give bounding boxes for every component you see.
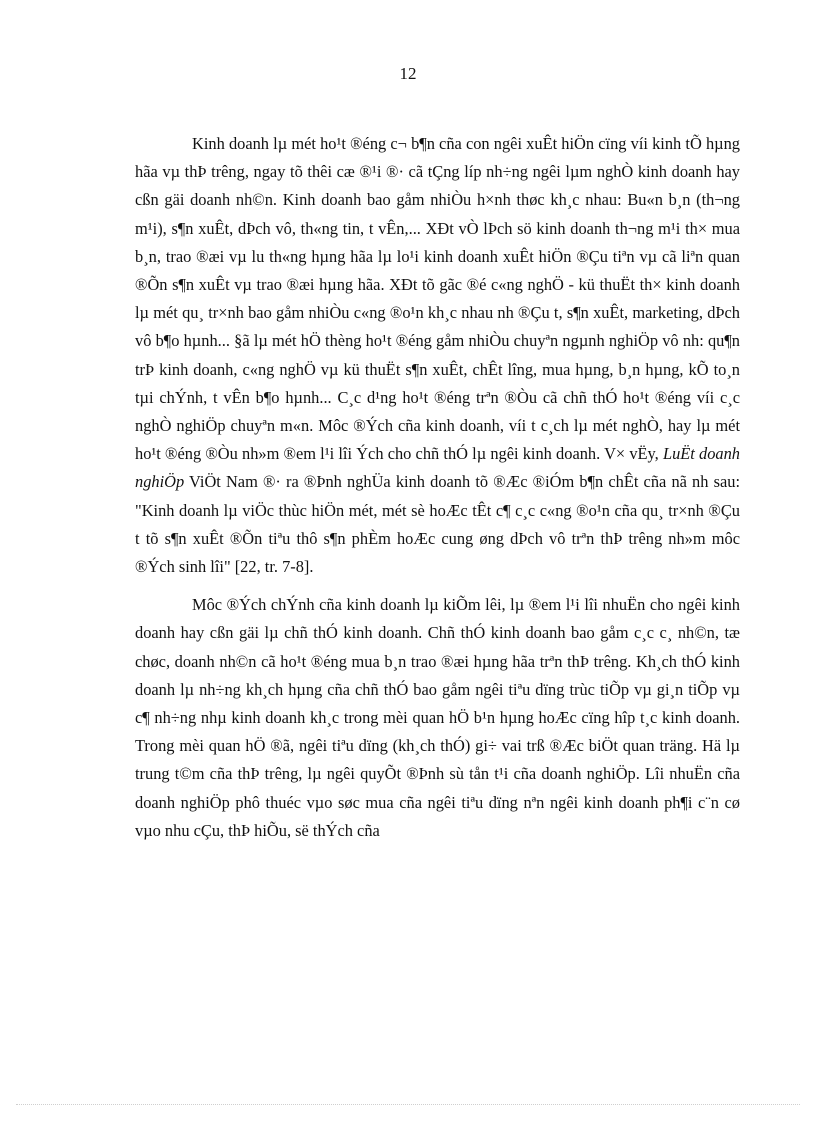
- paragraph-1-text-a: Kinh doanh lµ mét ho¹t ®éng c¬ b¶n cña con ngêi xuÊt hiÖn cïng víi kinh tÕ hµng hãa vµ thÞ trêng, ngay tõ thêi cæ ®¹i ®· cã tÇng líp nh÷ng ngêi lµm nghÒ kinh doanh hay cßn gäi doanh nh©n. Kinh doanh bao gåm nhiÒu h×nh thøc kh¸c nhau: Bu«n b¸n (th¬ng m¹i), s¶n xuÊt, dÞch vô, th«ng tin, t vÊn,... XÐt vÒ lÞch sö kinh doanh th¬ng m¹i th× mua b¸n, trao ®æi vµ lu th«ng hµng hãa lµ lo¹i kinh doanh xuÊt hiÖn ®Çu tiªn vµ cã liªn quan ®Õn s¶n xuÊt vµ trao ®æi hµng hãa. XÐt tõ gãc ®é c«ng nghÖ - kü thuËt th× kinh doanh lµ mét qu¸ tr×nh bao gåm nhiÒu c«ng ®o¹n kh¸c nhau nh ®Çu t, s¶n xuÊt, marketing, dÞch vô b¶o hµnh... §ã lµ mét hÖ thèng ho¹t ®éng gåm nhiÒu chuyªn ngµnh nghiÖp vô nh: qu¶n trÞ kinh doanh, c«ng nghÖ vµ kü thuËt s¶n xuÊt, chÊt lîng, mua hµng, b¸n hµng, kÕ to¸n tµi chÝnh, t vÊn b¶o hµnh... C¸c d¹ng ho¹t ®éng trªn ®Òu cã chñ thÓ ho¹t ®éng víi c¸c nghÒ nghiÖp chuyªn m«n. Môc ®Ých cña kinh doanh, víi t c¸ch lµ mét nghÒ, hay lµ mét ho¹t ®éng ®Òu nh»m ®em l¹i lîi Ých cho chñ thÓ lµ ngêi kinh doanh. V× vËy,: [135, 134, 740, 464]
- paragraph-1: [135, 130, 740, 581]
- page-bottom-divider: [16, 1104, 800, 1105]
- paragraph-2-text: Môc ®Ých chÝnh cña kinh doanh lµ kiÕm lêi, lµ ®em l¹i lîi nhuËn cho ngêi kinh doanh hay cßn gäi lµ chñ thÓ kinh doanh. Chñ thÓ kinh doanh bao gåm c¸c c¸ nh©n, tæ chøc, doanh nh©n cã ho¹t ®éng mua b¸n trao ®æi hµng hãa trªn thÞ trêng. Kh¸ch thÓ kinh doanh lµ nh÷ng kh¸ch hµng cña chñ thÓ bao gåm ngêi tiªu dïng trùc tiÕp vµ gi¸n tiÕp vµ c¶ nh÷ng nhµ kinh doanh kh¸c trong mèi quan hÖ b¹n hµng hoÆc cïng hîp t¸c kinh doanh. Trong mèi quan hÖ ®ã, ngêi tiªu dïng (kh¸ch thÓ) gi÷ vai trß ®Æc biÖt quan träng. Hä lµ trung t©m cña thÞ trêng, lµ ngêi quyÕt ®Þnh sù tån t¹i cña doanh nghiÖp. Lîi nhuËn cña doanh nghiÖp phô thuéc vµo søc mua cña ngêi tiªu dïng nªn ngêi kinh doanh ph¶i c¨n cø vµo nhu cÇu, thÞ hiÕu, së thÝch cña: [135, 595, 740, 840]
- paragraph-2: [135, 591, 740, 845]
- page-number: 12: [399, 64, 417, 83]
- paragraph-1-text-b: ViÖt Nam ®· ra ®Þnh nghÜa kinh doanh tõ ®Æc ®iÓm b¶n chÊt cña nã nh sau: "Kinh doanh lµ viÖc thùc hiÖn mét, mét sè hoÆc tÊt c¶ c¸c c«ng ®o¹n cña qu¸ tr×nh ®Çu t tõ s¶n xuÊt ®Õn tiªu thô s¶n phÈm hoÆc cung øng dÞch vô trªn thÞ trêng nh»m môc ®Ých sinh lîi" [22, tr. 7-8].: [135, 472, 740, 577]
- body-text: [135, 130, 740, 845]
- law-title-italic: LuËt doanh nghiÖp: [135, 444, 741, 492]
